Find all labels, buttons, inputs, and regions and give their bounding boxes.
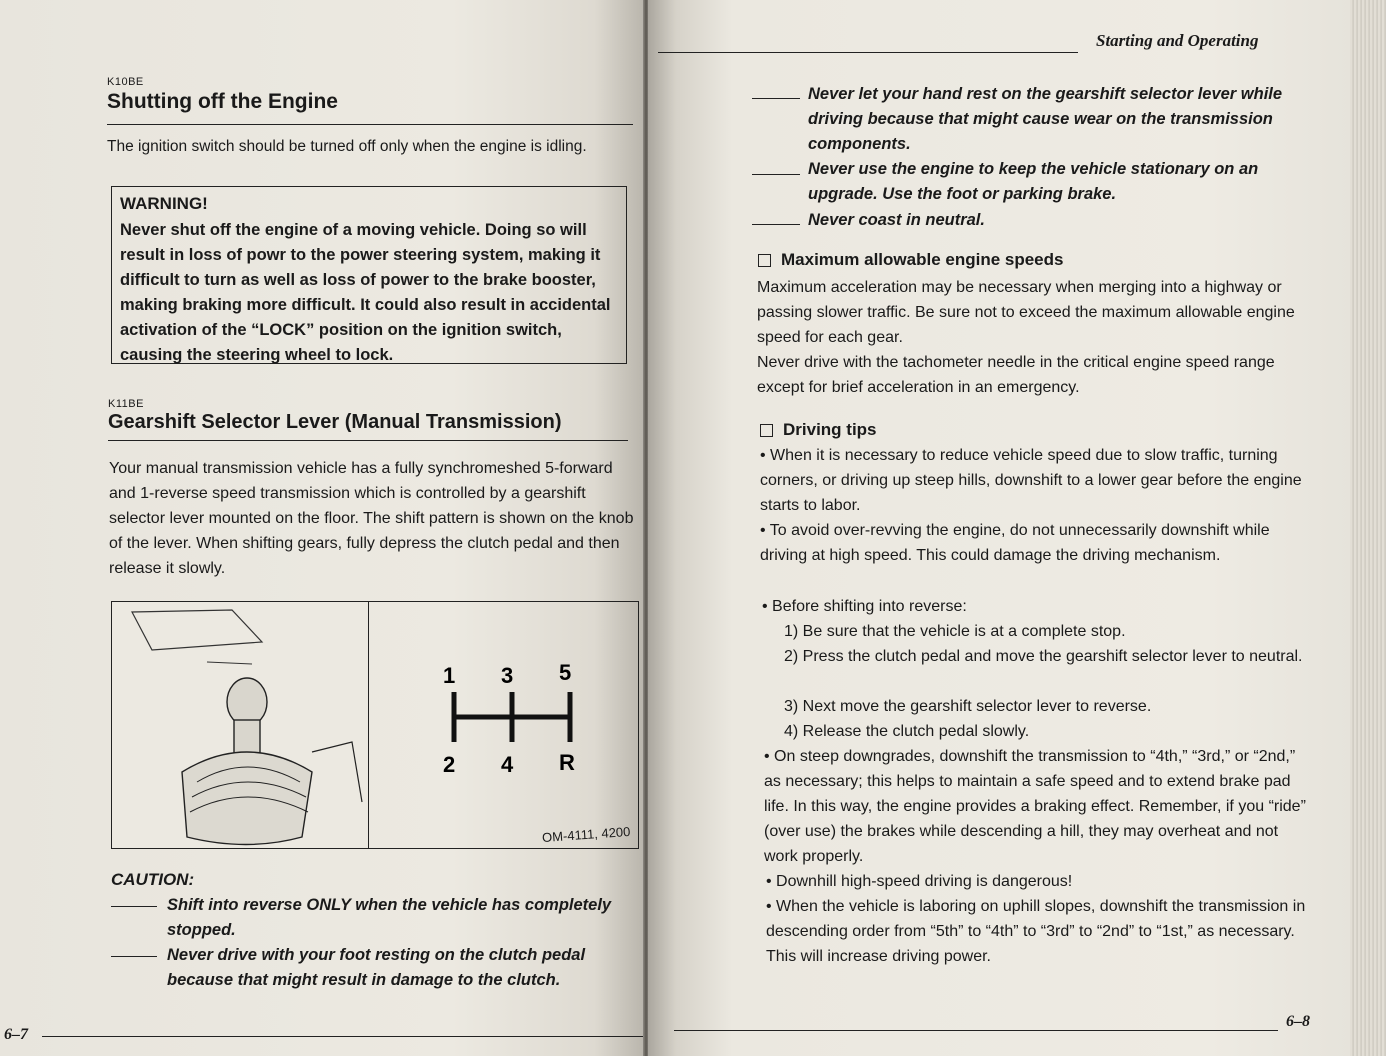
caution-item: Never let your hand rest on the gearshift selector lever while driving because that might cause wear on the transmission components. [808, 85, 1283, 153]
gear-label: 1 [443, 663, 456, 688]
reverse-step: 4) Release the clutch pedal slowly. [784, 723, 1030, 740]
warning-text: Never shut off the engine of a moving vehicle. Doing so will result in loss of powr to the power steering system, making it difficult to turn as well as loss of power to the brake booster, making braking more difficult. It could also result in accidental activation of the “LOCK” position on the ignition switch, causing the steering wheel to lock. [120, 221, 611, 364]
section-code: K10BE [107, 76, 144, 88]
gear-label: 4 [501, 752, 514, 777]
speeds-heading [758, 250, 1063, 270]
section-title-gearshift: Gearshift Selector Lever (Manual Transmission) [108, 411, 562, 433]
caution-item: Never drive with your foot resting on the clutch pedal because that might result in damage to the clutch. [167, 946, 586, 989]
tip-bullet: • When it is necessary to reduce vehicle speed due to slow traffic, turning corners, or driving up steep hills, downshift to a lower gear before the engine starts to labor. [760, 447, 1302, 514]
tip-bullet: • Downhill high-speed driving is dangerous! [766, 873, 1073, 890]
gear-label: 3 [501, 663, 514, 688]
running-head: Starting and Operating [1096, 31, 1259, 50]
speeds-paragraph-2: Never drive with the tachometer needle in the critical engine speed range except for brief acceleration in an emergency. [757, 354, 1275, 396]
tip-bullet: • When the vehicle is laboring on uphill slopes, downshift the transmission in descending order from “5th” to “4th” to “3rd” to “2nd” to “1st,” as necessary. This will increase driving power. [766, 898, 1306, 965]
gear-label: R [559, 750, 575, 775]
left-page [0, 0, 646, 1056]
figure-code: OM-4111, 4200 [541, 823, 631, 846]
right-page [648, 0, 1350, 1056]
caution-label: CAUTION: [111, 870, 195, 889]
caution-dash [111, 906, 157, 907]
page-number-right: 6–8 [1286, 1013, 1310, 1030]
warning-label: WARNING! [120, 194, 208, 213]
caution-dash [752, 224, 800, 225]
caution-dash [752, 174, 800, 175]
caution-dash [752, 98, 800, 99]
gearshift-figure [111, 601, 639, 849]
caution-item: Never coast in neutral. [808, 211, 985, 229]
gear-label: 2 [443, 752, 456, 777]
header-rule [658, 52, 1078, 53]
section-rule [107, 124, 633, 125]
reverse-step: 1) Be sure that the vehicle is at a complete stop. [784, 623, 1126, 640]
section-code-2: K11BE [108, 398, 144, 410]
shift-pattern-diagram [369, 602, 639, 848]
speeds-title: Maximum allowable engine speeds [781, 250, 1064, 269]
caution-item: Shift into reverse ONLY when the vehicle has completely stopped. [167, 896, 612, 939]
footer-rule [674, 1030, 1278, 1031]
page-edges [1350, 0, 1386, 1056]
footer-rule [42, 1036, 644, 1037]
tip-bullet: • To avoid over-revving the engine, do not unnecessarily downshift while driving at high speed. This could damage the driving mechanism. [760, 522, 1270, 564]
caution-dash [111, 956, 157, 957]
reverse-step: 3) Next move the gearshift selector lever to reverse. [784, 698, 1152, 715]
gear-label: 5 [559, 660, 572, 685]
gearshift-lever-illustration [112, 602, 368, 848]
speeds-paragraph-1: Maximum acceleration may be necessary when merging into a highway or passing slower traffic. Be sure not to exceed the maximum allowable engine speed for each gear. [757, 279, 1295, 346]
tips-title: Driving tips [783, 420, 877, 439]
tip-bullet: • Before shifting into reverse: [762, 598, 967, 615]
checkbox-icon [760, 424, 773, 437]
section-title-shutting-off: Shutting off the Engine [107, 90, 338, 113]
page-number-left: 6–7 [4, 1026, 28, 1043]
warning-box [111, 186, 627, 364]
gearshift-body: Your manual transmission vehicle has a fully synchromeshed 5-forward and 1-reverse speed transmission which is controlled by a gearshift selector lever mounted on the floor. The shift pattern is shown on the knob of the lever. When shifting gears, fully depress the clutch pedal and then release it slowly. [109, 460, 634, 577]
tips-heading [760, 420, 877, 440]
section-rule-2 [108, 440, 628, 441]
reverse-step: 2) Press the clutch pedal and move the gearshift selector lever to neutral. [784, 648, 1303, 665]
caution-item: Never use the engine to keep the vehicle stationary on an upgrade. Use the foot or parking brake. [808, 160, 1259, 203]
shutting-off-intro: The ignition switch should be turned off only when the engine is idling. [107, 138, 587, 155]
checkbox-icon [758, 254, 771, 267]
tip-bullet: • On steep downgrades, downshift the transmission to “4th,” “3rd,” or “2nd,” as necessary; this helps to maintain a safe speed and to extend brake pad life. In this way, the engine provides a braking effect. Remember, if you “ride” (over use) the brakes while descending a hill, they may overheat and not work properly. [764, 748, 1306, 865]
